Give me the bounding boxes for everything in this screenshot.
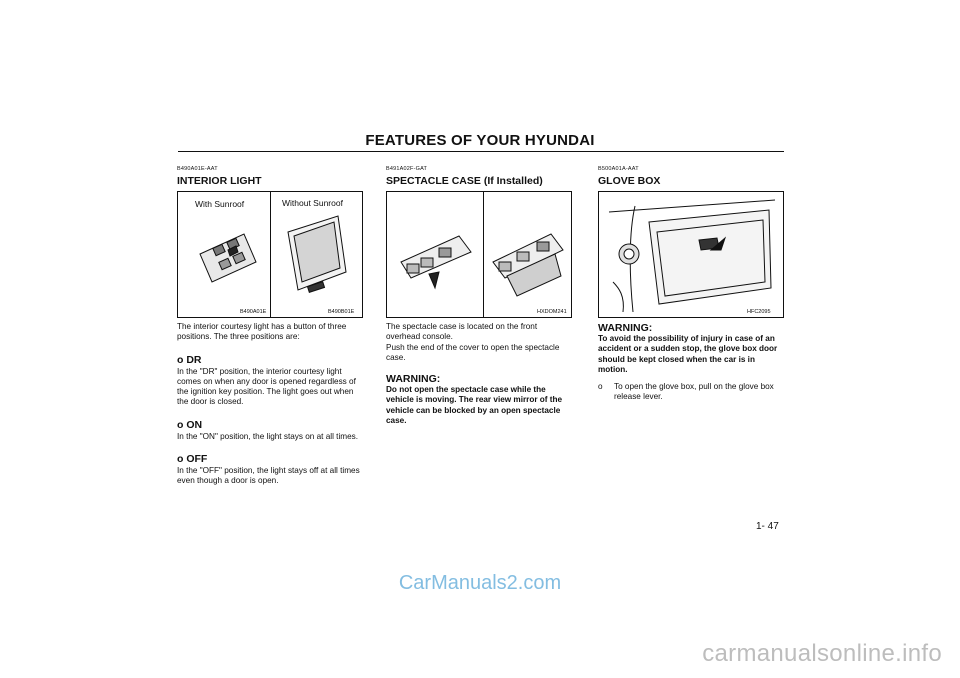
page-number: 1- 47 bbox=[756, 521, 779, 532]
header-rule bbox=[178, 151, 784, 152]
item-on-text: In the "ON" position, the light stays on at all times. bbox=[177, 431, 359, 441]
watermark-carmanuals2[interactable]: CarManuals2.com bbox=[398, 572, 562, 594]
item-on-heading: o ON bbox=[177, 418, 203, 431]
warning-text: Do not open the spectacle case while the vehicle is moving. The rear view mirror of the vehicle can be blocked by an open spectacle case. bbox=[386, 385, 563, 426]
item-dr-heading: o DR bbox=[177, 353, 202, 366]
interior-light-figure bbox=[177, 191, 363, 318]
spectacle-case-illustration bbox=[387, 192, 573, 319]
bullet-text: To open the glove box, pull on the glove box release lever. bbox=[614, 382, 774, 402]
warning-heading: WARNING: bbox=[598, 322, 653, 334]
page-header-title: FEATURES OF YOUR HYUNDAI bbox=[365, 132, 595, 149]
section-title: INTERIOR LIGHT bbox=[177, 175, 262, 187]
section-title: SPECTACLE CASE (If Installed) bbox=[386, 175, 543, 187]
figure-code: HFC2095 bbox=[747, 309, 771, 315]
figure-label-without-sunroof: Without Sunroof bbox=[282, 198, 343, 208]
item-dr-text: In the "DR" position, the interior courtesy light comes on when any door is opened regardless of the ignition key position. The light goes out when the door is closed. bbox=[177, 366, 356, 407]
interior-light-intro: The interior courtesy light has a button of three positions. The three positions are: bbox=[177, 322, 347, 342]
glove-box-figure bbox=[598, 191, 784, 318]
interior-light-section bbox=[177, 166, 364, 487]
section-code: B500A01A-AAT bbox=[598, 166, 639, 172]
interior-light-illustration bbox=[178, 192, 364, 319]
item-off-text: In the "OFF" position, the light stays off at all times even though a door is open. bbox=[177, 466, 360, 486]
watermark-carmanualsonline: carmanualsonline.info bbox=[702, 640, 942, 667]
glove-box-bullet bbox=[598, 382, 785, 403]
figure-code-right: B490B01E bbox=[328, 309, 355, 315]
warning-heading: WARNING: bbox=[386, 373, 441, 386]
figure-code: HXDOM241 bbox=[537, 309, 567, 315]
spectacle-case-section bbox=[386, 166, 573, 426]
item-off-heading: o OFF bbox=[177, 453, 208, 466]
glove-box-illustration bbox=[599, 192, 785, 319]
glove-box-section bbox=[598, 166, 785, 403]
figure-label-with-sunroof: With Sunroof bbox=[195, 199, 245, 209]
figure-code-left: B490A01E bbox=[240, 309, 267, 315]
section-code: B490A01E-AAT bbox=[177, 166, 218, 172]
spectacle-case-figure bbox=[386, 191, 572, 318]
spectacle-case-text: The spectacle case is located on the front overhead console. Push the end of the cover to open the spectacle case. bbox=[386, 322, 560, 362]
bullet-mark: o bbox=[598, 382, 603, 392]
section-code: B491A02F-GAT bbox=[386, 166, 428, 172]
warning-text: To avoid the possibility of injury in case of an accident or a sudden stop, the glove box door should be kept closed when the car is in motion. bbox=[598, 334, 778, 374]
section-title: GLOVE BOX bbox=[598, 175, 661, 187]
